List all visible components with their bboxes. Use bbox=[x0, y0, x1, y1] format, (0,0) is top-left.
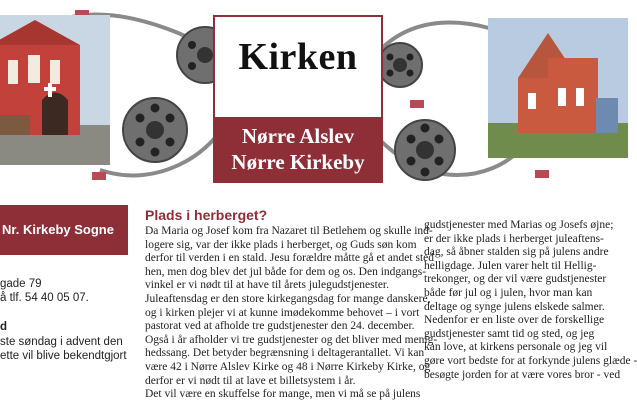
text-line: hedssang. Det betyder begrænsning i deltagerantallet. Vi kan bbox=[145, 347, 425, 360]
bell-wheel-2 bbox=[123, 98, 187, 162]
sidebar-heading: Nr. Kirkeby Sogne bbox=[2, 222, 114, 237]
text-line: logere sig, var der ikke plads i herberget, og Guds søn kom bbox=[145, 238, 417, 251]
title-box bbox=[213, 15, 383, 183]
text-line: hen, men dog blev det jul både for dem og os. Den indgangs- bbox=[145, 265, 427, 278]
bell-wheel-3 bbox=[378, 43, 422, 87]
article-right-column bbox=[424, 219, 637, 382]
text-line: gudstjenester samt tid og sted, og jeg bbox=[424, 327, 595, 340]
text-line: både før jul og i julen, hvor man kan bbox=[424, 286, 593, 299]
sidebar-line: ette vil blive bekendtgjort bbox=[0, 350, 127, 362]
text-line: Da Maria og Josef kom fra Nazaret til Betlehem og skulle ind- bbox=[145, 225, 433, 237]
text-line: kan love, at kirkens personale og jeg vil bbox=[424, 341, 608, 354]
text-line: pastorat ved at afholde tre gudstjenester den 24. december. bbox=[145, 320, 415, 333]
text-line: trekonger, og der vil være gudstjenester bbox=[424, 273, 607, 286]
text-line: Juleaftensdag er den store kirkegangsdag for mange danskere, bbox=[145, 292, 431, 305]
text-line: og i kirken plejer vi at kunne imødekomme behovet – i vort bbox=[145, 306, 420, 319]
text-line: derfor til verden i en stald. Jesu forældre måtte gå et andet sted bbox=[145, 252, 434, 265]
sidebar-line bbox=[0, 306, 130, 321]
text-line: gøre vort bedste for at forkynde julens glæde - bbox=[424, 354, 637, 367]
sidebar-line: å tlf. 54 40 05 07. bbox=[0, 292, 89, 304]
sidebar-line: ste søndag i advent den bbox=[0, 335, 123, 348]
sidebar-subheading: d bbox=[0, 321, 8, 333]
article-heading: Plads i herberget? bbox=[145, 207, 268, 223]
subtitle-line-1: Nørre Alslev bbox=[241, 124, 355, 148]
church-photo-right bbox=[488, 18, 628, 158]
text-line: Også i år afholder vi tre gudstjenester og det bliver med menig- bbox=[145, 333, 438, 346]
text-line: være 42 i Nørre Alslev Kirke og 48 i Nørre Kirkeby Kirke, og bbox=[145, 360, 431, 373]
sidebar-heading-bar bbox=[0, 205, 128, 255]
text-line: derfor er vi nødt til at lave et billetsystem i år. bbox=[145, 374, 356, 387]
subtitle-line-2: Nørre Kirkeby bbox=[231, 150, 365, 174]
text-line: Det vil være en skuffelse for mange, men vi må se på julens bbox=[145, 388, 421, 401]
page-title: Kirken bbox=[238, 36, 358, 78]
sidebar-line bbox=[0, 262, 130, 277]
church-photo-left bbox=[0, 15, 110, 165]
text-line: besøgte jorden for at være vores bror - ved bbox=[424, 368, 621, 381]
text-line: er der ikke plads i herberget juleaftens- bbox=[424, 232, 604, 245]
text-line: helligdage. Julen varer helt til Hellig- bbox=[424, 259, 597, 272]
text-line: vinkel er vi nødt til at have til årets julegudstjenester. bbox=[145, 279, 389, 292]
text-line: gudstjenester med Marias og Josefs øjne; bbox=[424, 219, 614, 231]
banner bbox=[0, 0, 600, 190]
text-line: dag, så åbner stalden sig på julens andre bbox=[424, 246, 609, 259]
sidebar-info bbox=[0, 262, 130, 364]
bell-wheel-4 bbox=[395, 120, 455, 180]
sidebar-line: gade 79 bbox=[0, 277, 42, 290]
text-line: Nedenfor er en liste over de forskellige bbox=[424, 314, 605, 327]
subtitle-block bbox=[215, 117, 381, 183]
text-line: deltage og synge julens elskede salmer. bbox=[424, 300, 605, 313]
article-middle-column bbox=[145, 225, 438, 402]
